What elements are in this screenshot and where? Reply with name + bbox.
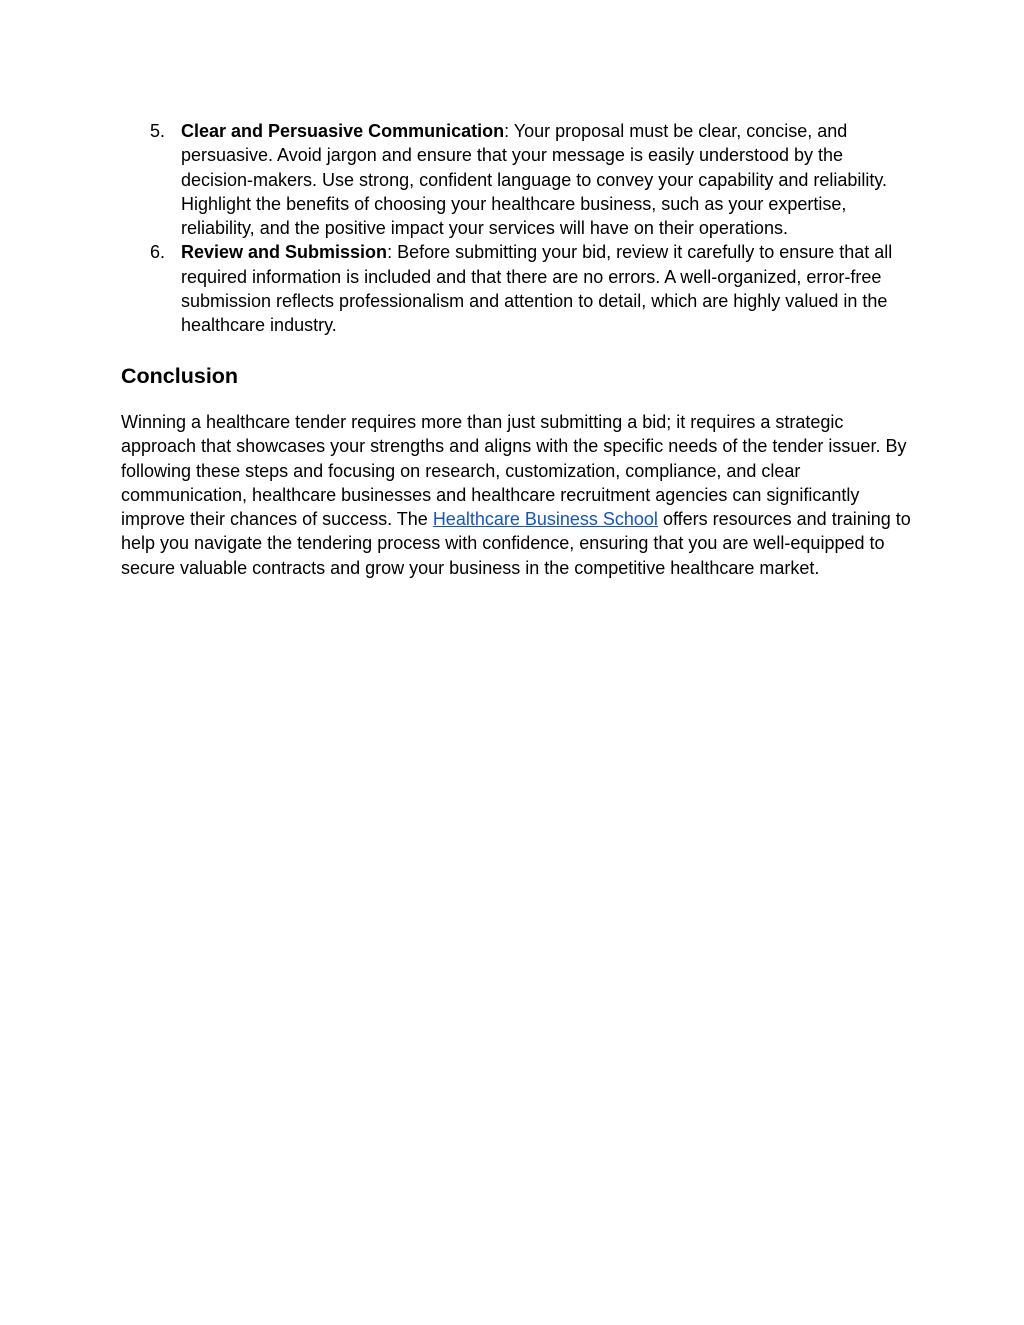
list-item-number: 6. xyxy=(150,242,166,263)
conclusion-heading: Conclusion xyxy=(121,364,239,388)
conclusion-paragraph xyxy=(121,410,911,580)
healthcare-business-school-link[interactable]: Healthcare Business School xyxy=(432,509,658,530)
list-item xyxy=(121,240,911,337)
conclusion-text-before-link: Winning a healthcare tender requires more than just submitting a bid; it requires a strategic approach that showcases your strengths and aligns with the specific needs of the tender issuer. By following these steps and focusing on research, customization, compliance, and clear communication, healthcare businesses and healthcare recruitment agencies can significantly improve their chances of success. The xyxy=(121,412,907,530)
list-item-text: : Your proposal must be clear, concise, and persuasive. Avoid jargon and ensure that your message is easily understood by the decision-makers. Use strong, confident language to convey your capability and reliability. Highlight the benefits of choosing your healthcare business, such as your expertise, reliability, and the positive impact your services will have on their operations. xyxy=(181,121,888,239)
list-item-text: : Before submitting your bid, review it carefully to ensure that all required information is included and that there are no errors. A well-organized, error-free submission reflects professionalism and attention to detail, which are highly valued in the healthcare industry. xyxy=(181,242,893,336)
list-item xyxy=(121,119,911,240)
conclusion-text-after-link: offers resources and training to help you navigate the tendering process with confidence, ensuring that you are well-equipped to secure valuable contracts and grow your business in the competitive healthcare market. xyxy=(121,509,911,578)
list-item-title: Review and Submission xyxy=(181,242,388,263)
list-item-title: Clear and Persuasive Communication xyxy=(181,121,505,141)
numbered-list xyxy=(121,119,911,338)
list-item-number: 5. xyxy=(150,121,166,141)
